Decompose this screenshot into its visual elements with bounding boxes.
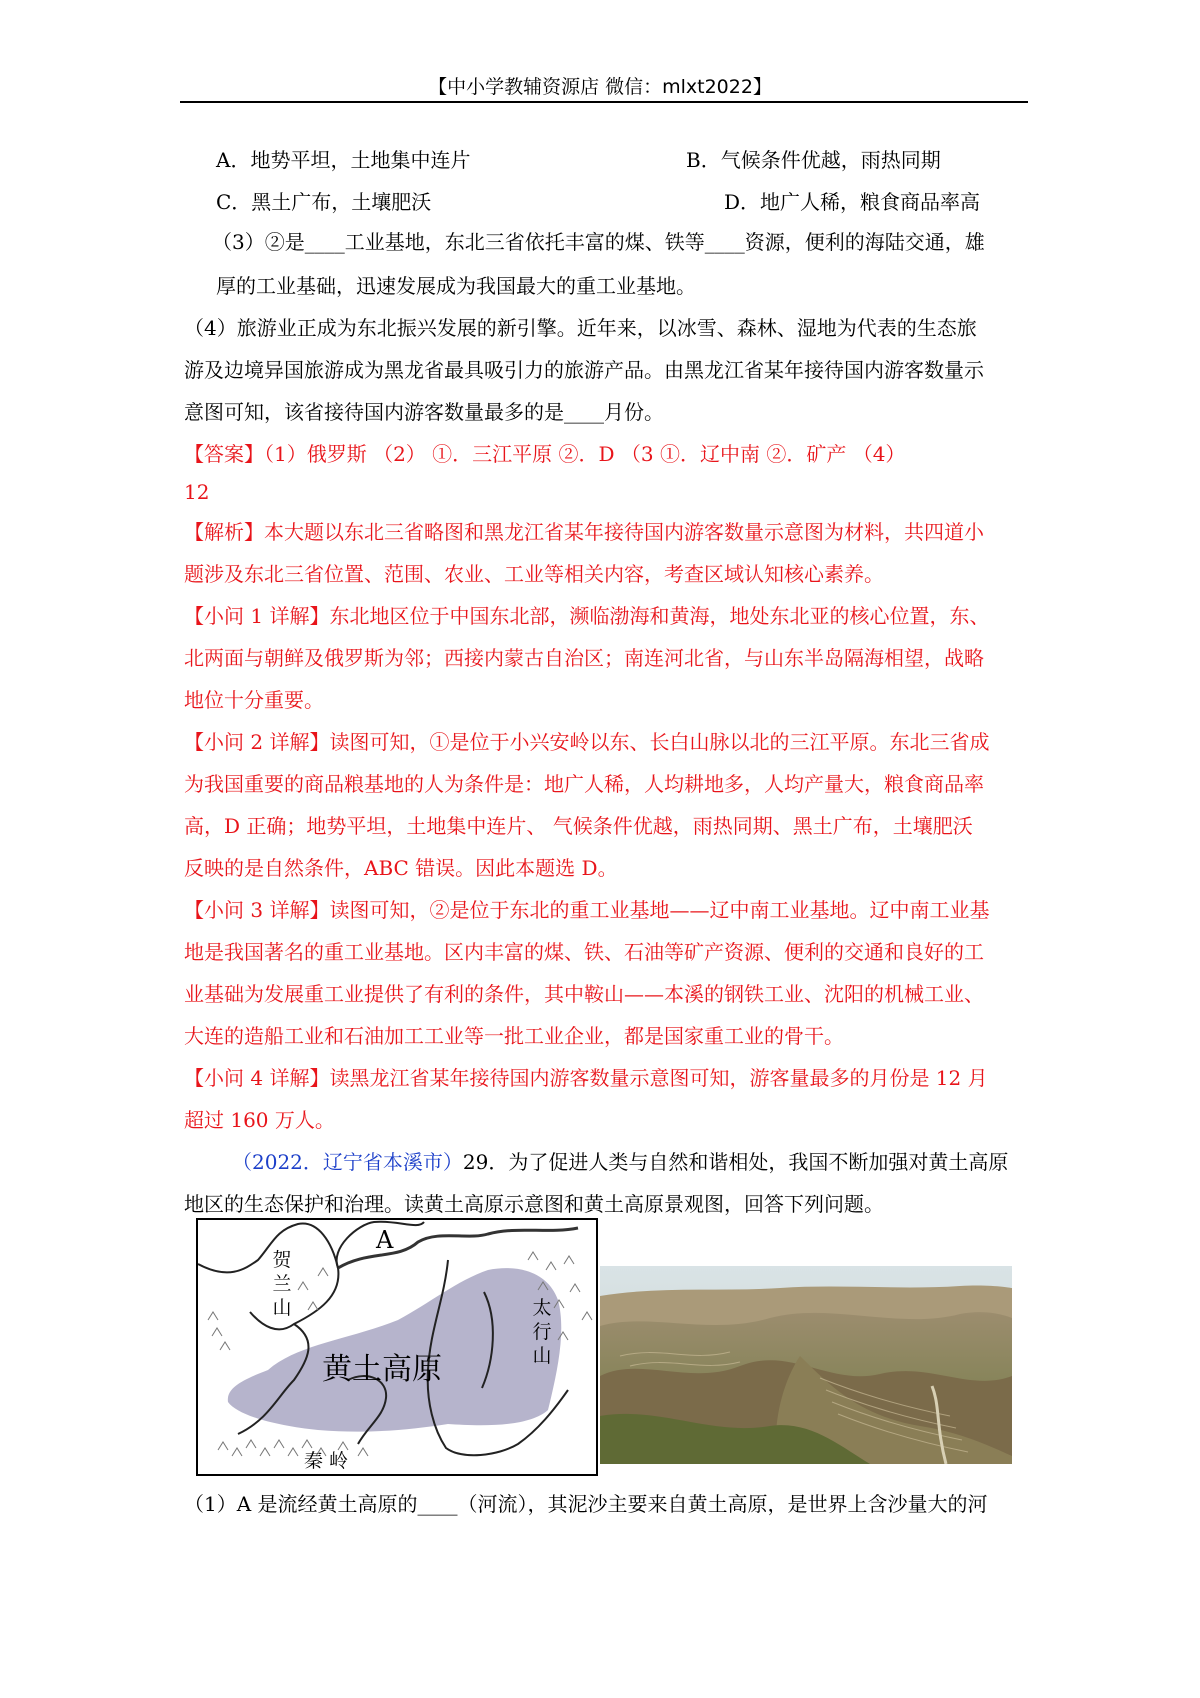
loess-plateau-map [196,1218,598,1476]
detail4-line2: 超过 160 万人。 [184,1108,335,1132]
detail1-line2: 北两面与朝鲜及俄罗斯为邻；西接内蒙古自治区；南连河北省，与山东半岛隔海相望，战略 [184,646,984,670]
label-helan-char: 山 [272,1297,292,1319]
option-b: B．气候条件优越，雨热同期 [686,148,941,172]
detail3-line2: 地是我国著名的重工业基地。区内丰富的煤、铁、石油等矿产资源、便利的交通和良好的工 [184,940,984,964]
detail1-line1: 【小问 1 详解】东北地区位于中国东北部，濒临渤海和黄海，地处东北亚的核心位置，东、 [184,604,990,628]
detail2-line3: 高，D 正确；地势平坦，土地集中连片、 气候条件优越，雨热同期、黑土广布，土壤肥沃 [184,814,973,838]
q3-line2: 厚的工业基础，迅速发展成为我国最大的重工业基地。 [216,274,696,298]
label-taihang-char: 行 [532,1321,552,1343]
landscape-drawing [600,1266,1012,1464]
q4-line1: （4）旅游业正成为东北振兴发展的新引擎。近年来，以冰雪、森林、湿地为代表的生态旅 [184,316,977,340]
header-rule [180,101,1028,103]
q29-source: （2022．辽宁省本溪市） [232,1150,463,1174]
loess-plateau-landscape-photo [600,1266,1012,1464]
q4-line2: 游及边境异国旅游成为黑龙省最具吸引力的旅游产品。由黑龙江省某年接待国内游客数量示 [184,358,984,382]
label-helan-char: 兰 [272,1273,292,1295]
analysis-line1: 【解析】本大题以东北三省略图和黑龙江省某年接待国内游客数量示意图为材料，共四道小 [184,520,984,544]
label-a: A [376,1226,394,1254]
detail4-line1: 【小问 4 详解】读黑龙江省某年接待国内游客数量示意图可知，游客量最多的月份是 12 月 [184,1066,988,1090]
option-a: A．地势平坦，土地集中连片 [216,148,471,172]
option-c: C．黑土广布，土壤肥沃 [216,190,432,214]
detail1-line3: 地位十分重要。 [184,688,324,712]
q29-stem: 29．为了促进人类与自然和谐相处，我国不断加强对黄土高原 [462,1150,1009,1174]
detail3-line1: 【小问 3 详解】读图可知，②是位于东北的重工业基地——辽中南工业基地。辽中南工业基 [184,898,990,922]
label-helan-char: 贺 [272,1249,292,1271]
q4-line3: 意图可知，该省接待国内游客数量最多的是____月份。 [184,400,664,424]
q29-line2: 地区的生态保护和治理。读黄土高原示意图和黄土高原景观图，回答下列问题。 [184,1192,884,1216]
detail2-line1: 【小问 2 详解】读图可知，①是位于小兴安岭以东、长白山脉以北的三江平原。东北三省成 [184,730,990,754]
label-qinling: 秦 岭 [304,1450,349,1472]
q3-line1: （3）②是____工业基地，东北三省依托丰富的煤、铁等____资源，便利的海陆交通，雄 [212,230,985,254]
label-taihang [532,1296,552,1368]
label-taihang-char: 山 [532,1345,552,1367]
great-wall-line [338,1228,578,1268]
answer-line1: 【答案】（1）俄罗斯 （2） ①．三江平原 ②．D （3 ①．辽中南 ②．矿产 （4） [184,442,906,466]
detail3-line3: 业基础为发展重工业提供了有利的条件，其中鞍山——本溪的钢铁工业、沈阳的机械工业、 [184,982,984,1006]
boundary-line [198,1224,338,1330]
analysis-line2: 题涉及东北三省位置、范围、农业、工业等相关内容，考查区域认知核心素养。 [184,562,884,586]
page-header: 【中小学教辅资源店 微信：mlxt2022】 [428,76,772,98]
detail2-line4: 反映的是自然条件，ABC 错误。因此本题选 D。 [184,856,618,880]
q29-line1 [232,1148,1008,1176]
label-taihang-char: 太 [532,1297,552,1319]
detail2-line2: 为我国重要的商品粮基地的人为条件是：地广人稀，人均耕地多，人均产量大，粮食商品率 [184,772,984,796]
option-d: D．地广人稀，粮食商品率高 [724,190,981,214]
label-loess-plateau: 黄土高原 [322,1352,442,1387]
label-helan [272,1248,292,1320]
answer-line2: 12 [184,480,210,504]
detail3-line4: 大连的造船工业和石油加工工业等一批工业企业，都是国家重工业的骨干。 [184,1024,844,1048]
q29-sub1: （1）A 是流经黄土高原的____（河流），其泥沙主要来自黄土高原，是世界上含沙量大的河 [184,1492,988,1516]
